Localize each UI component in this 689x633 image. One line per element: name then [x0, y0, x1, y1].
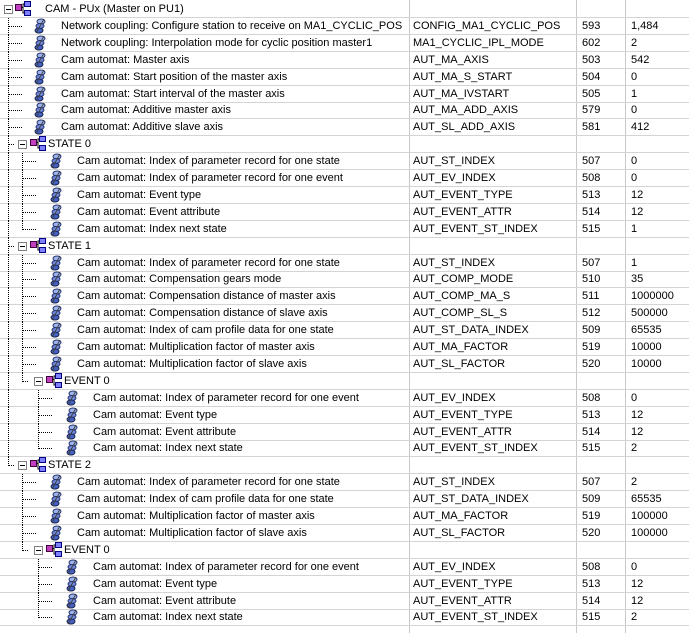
parameter-row[interactable]	[0, 593, 689, 610]
parameter-constant: AUT_EVENT_ATTR	[413, 205, 512, 218]
collapse-toggle[interactable]	[34, 546, 43, 555]
parameter-description: Cam automat: Event attribute	[93, 425, 237, 438]
parameter-number: 514	[582, 205, 601, 218]
collapse-toggle[interactable]	[18, 140, 27, 149]
parameter-icon	[48, 170, 64, 186]
parameter-row[interactable]	[0, 119, 689, 136]
parameter-row[interactable]	[0, 204, 689, 221]
parameter-row[interactable]	[0, 559, 689, 576]
parameter-description: Cam automat: Multiplication factor of master axis	[77, 341, 315, 353]
parameter-row[interactable]	[0, 221, 689, 238]
parameter-value[interactable]: 12	[631, 594, 644, 607]
group-node[interactable]	[0, 373, 689, 390]
parameter-constant: AUT_SL_ADD_AXIS	[413, 121, 516, 134]
parameter-description: Cam automat: Event attribute	[77, 205, 221, 218]
parameter-value[interactable]: 2	[631, 442, 638, 455]
parameter-icon	[32, 86, 48, 102]
parameter-number: 602	[582, 36, 601, 49]
parameter-number: 514	[582, 594, 601, 607]
parameter-number: 519	[582, 510, 601, 522]
parameter-row[interactable]	[0, 35, 689, 52]
parameter-number: 512	[582, 307, 601, 320]
tree-guides	[0, 136, 689, 153]
parameter-value[interactable]: 542	[631, 53, 650, 66]
parameter-description: Cam automat: Event type	[93, 577, 218, 590]
parameter-icon	[48, 271, 64, 287]
parameter-constant: AUT_MA_AXIS	[413, 53, 489, 66]
parameter-row[interactable]	[0, 609, 689, 626]
state-group-icon	[46, 542, 62, 558]
parameter-constant: AUT_EVENT_ST_INDEX	[413, 442, 538, 455]
parameter-row[interactable]	[0, 440, 689, 457]
parameter-row[interactable]	[0, 288, 689, 305]
parameter-description: Cam automat: Index next state	[93, 442, 243, 455]
parameter-row[interactable]	[0, 508, 689, 525]
tree-root-node[interactable]	[0, 1, 689, 18]
parameter-description: Cam automat: Index of parameter record for one event	[77, 172, 343, 184]
parameter-value[interactable]: 500000	[631, 307, 668, 320]
root-label: CAM - PUx (Master on PU1)	[45, 3, 184, 15]
parameter-description: Cam automat: Event attribute	[93, 594, 237, 607]
parameter-description: Network coupling: Interpolation mode for cyclic position master1	[61, 36, 373, 49]
parameter-description: Cam automat: Index of parameter record for one state	[77, 155, 340, 168]
parameter-value[interactable]: 0	[631, 560, 638, 573]
parameter-value[interactable]: 12	[631, 188, 644, 201]
group-label: EVENT 0	[64, 543, 110, 556]
collapse-toggle[interactable]	[18, 242, 27, 251]
parameter-icon	[32, 18, 48, 34]
parameter-constant: AUT_EV_INDEX	[413, 172, 496, 184]
parameter-constant: MA1_CYCLIC_IPL_MODE	[413, 36, 544, 49]
parameter-icon	[48, 221, 64, 237]
parameter-constant: AUT_SL_FACTOR	[413, 357, 506, 370]
parameter-row[interactable]	[0, 407, 689, 424]
group-node[interactable]	[0, 238, 689, 255]
parameter-constant: AUT_ST_DATA_INDEX	[413, 493, 529, 506]
collapse-toggle[interactable]	[34, 377, 43, 386]
parameter-value[interactable]: 0	[631, 70, 638, 83]
parameter-constant: AUT_MA_FACTOR	[413, 510, 509, 522]
parameter-description: Cam automat: Index of parameter record for one state	[77, 476, 340, 489]
parameter-constant: AUT_MA_IVSTART	[413, 87, 510, 100]
parameter-icon	[32, 52, 48, 68]
parameter-value[interactable]: 1	[631, 256, 638, 269]
parameter-constant: AUT_EV_INDEX	[413, 391, 496, 404]
parameter-row[interactable]	[0, 390, 689, 407]
parameter-row[interactable]	[0, 271, 689, 288]
parameter-row[interactable]	[0, 255, 689, 272]
parameter-icon	[64, 559, 80, 575]
parameter-value[interactable]: 2	[631, 611, 638, 624]
group-label: STATE 2	[48, 459, 91, 472]
parameter-constant: AUT_EVENT_ATTR	[413, 425, 512, 438]
parameter-number: 510	[582, 273, 601, 286]
parameter-value[interactable]: 12	[631, 425, 644, 438]
parameter-constant: AUT_EVENT_TYPE	[413, 188, 513, 201]
parameter-number: 520	[582, 357, 601, 370]
parameter-row[interactable]	[0, 102, 689, 119]
parameter-constant: AUT_COMP_MA_S	[413, 290, 511, 303]
parameter-value[interactable]: 12	[631, 577, 644, 590]
parameter-number: 513	[582, 188, 601, 201]
group-node[interactable]	[0, 457, 689, 474]
parameter-description: Cam automat: Multiplication factor of master axis	[77, 510, 315, 522]
parameter-icon	[48, 288, 64, 304]
parameter-constant: AUT_COMP_MODE	[413, 273, 514, 286]
parameter-value[interactable]: 12	[631, 408, 644, 421]
parameter-description: Cam automat: Multiplication factor of slave axis	[77, 357, 307, 370]
parameter-number: 503	[582, 53, 601, 66]
parameter-value[interactable]: 100000	[631, 526, 668, 539]
parameter-number: 593	[582, 19, 601, 32]
parameter-icon	[48, 153, 64, 169]
tree-guides	[0, 457, 689, 474]
parameter-row[interactable]	[0, 18, 689, 35]
parameter-value[interactable]: 412	[631, 121, 650, 134]
parameter-number: 509	[582, 493, 601, 506]
parameter-number: 515	[582, 442, 601, 455]
parameter-number: 515	[582, 222, 601, 235]
parameter-number: 504	[582, 70, 601, 83]
parameter-description: Cam automat: Index of parameter record for one state	[77, 256, 340, 269]
parameter-value[interactable]: 65535	[631, 324, 662, 337]
parameter-icon	[48, 491, 64, 507]
parameter-constant: AUT_MA_ADD_AXIS	[413, 104, 519, 117]
parameter-value[interactable]: 1	[631, 222, 638, 235]
parameter-value[interactable]: 10000	[631, 357, 662, 370]
group-label: STATE 0	[48, 138, 91, 151]
parameter-number: 505	[582, 87, 601, 100]
parameter-description: Cam automat: Index next state	[93, 611, 243, 624]
parameter-description: Cam automat: Index of parameter record for one event	[93, 391, 359, 404]
parameter-description: Cam automat: Index of cam profile data for one state	[77, 493, 334, 506]
parameter-value[interactable]: 12	[631, 205, 644, 218]
module-group-icon	[15, 1, 31, 17]
parameter-icon	[32, 119, 48, 135]
parameter-value[interactable]: 2	[631, 476, 638, 489]
parameter-row[interactable]	[0, 52, 689, 69]
parameter-row[interactable]	[0, 187, 689, 204]
group-label: STATE 1	[48, 239, 91, 252]
parameter-constant: AUT_EVENT_TYPE	[413, 577, 513, 590]
tree-guides	[0, 238, 689, 255]
parameter-number: 508	[582, 391, 601, 404]
parameter-constant: AUT_EV_INDEX	[413, 560, 496, 573]
parameter-number: 520	[582, 526, 601, 539]
parameter-description: Cam automat: Compensation distance of slave axis	[77, 307, 328, 320]
state-group-icon	[46, 373, 62, 389]
parameter-icon	[64, 407, 80, 423]
parameter-value[interactable]: 65535	[631, 493, 662, 506]
parameter-number: 508	[582, 560, 601, 573]
parameter-constant: AUT_MA_S_START	[413, 70, 513, 83]
parameter-icon	[48, 204, 64, 220]
parameter-row[interactable]	[0, 69, 689, 86]
parameter-icon	[48, 339, 64, 355]
parameter-row[interactable]	[0, 424, 689, 441]
collapse-toggle[interactable]	[4, 5, 13, 14]
parameter-row[interactable]	[0, 491, 689, 508]
parameter-constant: AUT_MA_FACTOR	[413, 341, 509, 353]
parameter-description: Cam automat: Multiplication factor of slave axis	[77, 526, 307, 539]
parameter-value[interactable]: 100000	[631, 510, 668, 522]
parameter-number: 507	[582, 155, 601, 168]
parameter-number: 508	[582, 172, 601, 184]
parameter-description: Cam automat: Index of cam profile data for one state	[77, 324, 334, 337]
parameter-constant: CONFIG_MA1_CYCLIC_POS	[413, 19, 561, 32]
parameter-number: 507	[582, 256, 601, 269]
parameter-description: Cam automat: Index of parameter record for one event	[93, 560, 359, 573]
parameter-row[interactable]	[0, 525, 689, 542]
parameter-number: 513	[582, 577, 601, 590]
parameter-icon	[64, 424, 80, 440]
parameter-description: Cam automat: Start interval of the master axis	[61, 87, 285, 100]
parameter-value[interactable]: 10000	[631, 341, 662, 353]
parameter-icon	[48, 356, 64, 372]
parameter-description: Cam automat: Event type	[77, 188, 202, 201]
parameter-row[interactable]	[0, 474, 689, 491]
parameter-number: 519	[582, 341, 601, 353]
parameter-value[interactable]: 0	[631, 391, 638, 404]
parameter-row[interactable]	[0, 86, 689, 103]
state-group-icon	[30, 238, 46, 254]
parameter-number: 514	[582, 425, 601, 438]
parameter-value[interactable]: 0	[631, 172, 638, 184]
parameter-icon	[64, 390, 80, 406]
parameter-constant: AUT_EVENT_ST_INDEX	[413, 222, 538, 235]
parameter-row[interactable]	[0, 576, 689, 593]
parameter-constant: AUT_ST_DATA_INDEX	[413, 324, 529, 337]
parameter-icon	[48, 187, 64, 203]
parameter-icon	[48, 525, 64, 541]
group-node[interactable]	[0, 542, 689, 559]
parameter-icon	[48, 322, 64, 338]
parameter-row[interactable]	[0, 356, 689, 373]
parameter-row[interactable]	[0, 322, 689, 339]
parameter-description: Cam automat: Compensation distance of master axis	[77, 290, 336, 303]
parameter-number: 509	[582, 324, 601, 337]
parameter-number: 507	[582, 476, 601, 489]
parameter-description: Cam automat: Compensation gears mode	[77, 273, 282, 286]
group-node[interactable]	[0, 136, 689, 153]
parameter-description: Cam automat: Master axis	[61, 53, 190, 66]
parameter-value[interactable]: 0	[631, 104, 638, 117]
state-group-icon	[30, 136, 46, 152]
parameter-constant: AUT_EVENT_ATTR	[413, 594, 512, 607]
parameter-description: Network coupling: Configure station to receive on MA1_CYCLIC_POS	[61, 19, 403, 32]
parameter-number: 515	[582, 611, 601, 624]
parameter-description: Cam automat: Additive master axis	[61, 104, 231, 117]
collapse-toggle[interactable]	[18, 461, 27, 470]
parameter-icon	[64, 609, 80, 625]
parameter-icon	[32, 102, 48, 118]
parameter-constant: AUT_SL_FACTOR	[413, 526, 506, 539]
parameter-icon	[64, 440, 80, 456]
parameter-number: 513	[582, 408, 601, 421]
parameter-value[interactable]: 1,484	[631, 19, 659, 32]
parameter-row[interactable]	[0, 305, 689, 322]
parameter-icon	[48, 255, 64, 271]
parameter-value[interactable]: 1000000	[631, 290, 674, 303]
parameter-value[interactable]: 35	[631, 273, 644, 286]
parameter-description: Cam automat: Start position of the master axis	[61, 70, 288, 83]
parameter-constant: AUT_EVENT_ST_INDEX	[413, 611, 538, 624]
parameter-description: Cam automat: Additive slave axis	[61, 121, 224, 134]
parameter-constant: AUT_COMP_SL_S	[413, 307, 508, 320]
parameter-row[interactable]	[0, 339, 689, 356]
parameter-description: Cam automat: Event type	[93, 408, 218, 421]
parameter-number: 511	[582, 290, 600, 303]
parameter-icon	[48, 305, 64, 321]
state-group-icon	[30, 457, 46, 473]
parameter-icon	[32, 69, 48, 85]
parameter-description: Cam automat: Index next state	[77, 222, 227, 235]
parameter-constant: AUT_EVENT_TYPE	[413, 408, 513, 421]
parameter-constant: AUT_ST_INDEX	[413, 256, 495, 269]
parameter-number: 581	[582, 121, 601, 134]
parameter-number: 579	[582, 104, 601, 117]
parameter-row[interactable]	[0, 170, 689, 187]
parameter-icon	[64, 593, 80, 609]
parameter-value[interactable]: 2	[631, 36, 638, 49]
parameter-icon	[48, 474, 64, 490]
parameter-value[interactable]: 1	[631, 87, 638, 100]
parameter-constant: AUT_ST_INDEX	[413, 476, 495, 489]
group-label: EVENT 0	[64, 374, 110, 387]
parameter-constant: AUT_ST_INDEX	[413, 155, 495, 168]
parameter-row[interactable]	[0, 153, 689, 170]
parameter-value[interactable]: 0	[631, 155, 638, 168]
parameter-icon	[32, 35, 48, 51]
parameter-icon	[48, 508, 64, 524]
parameter-icon	[64, 576, 80, 592]
